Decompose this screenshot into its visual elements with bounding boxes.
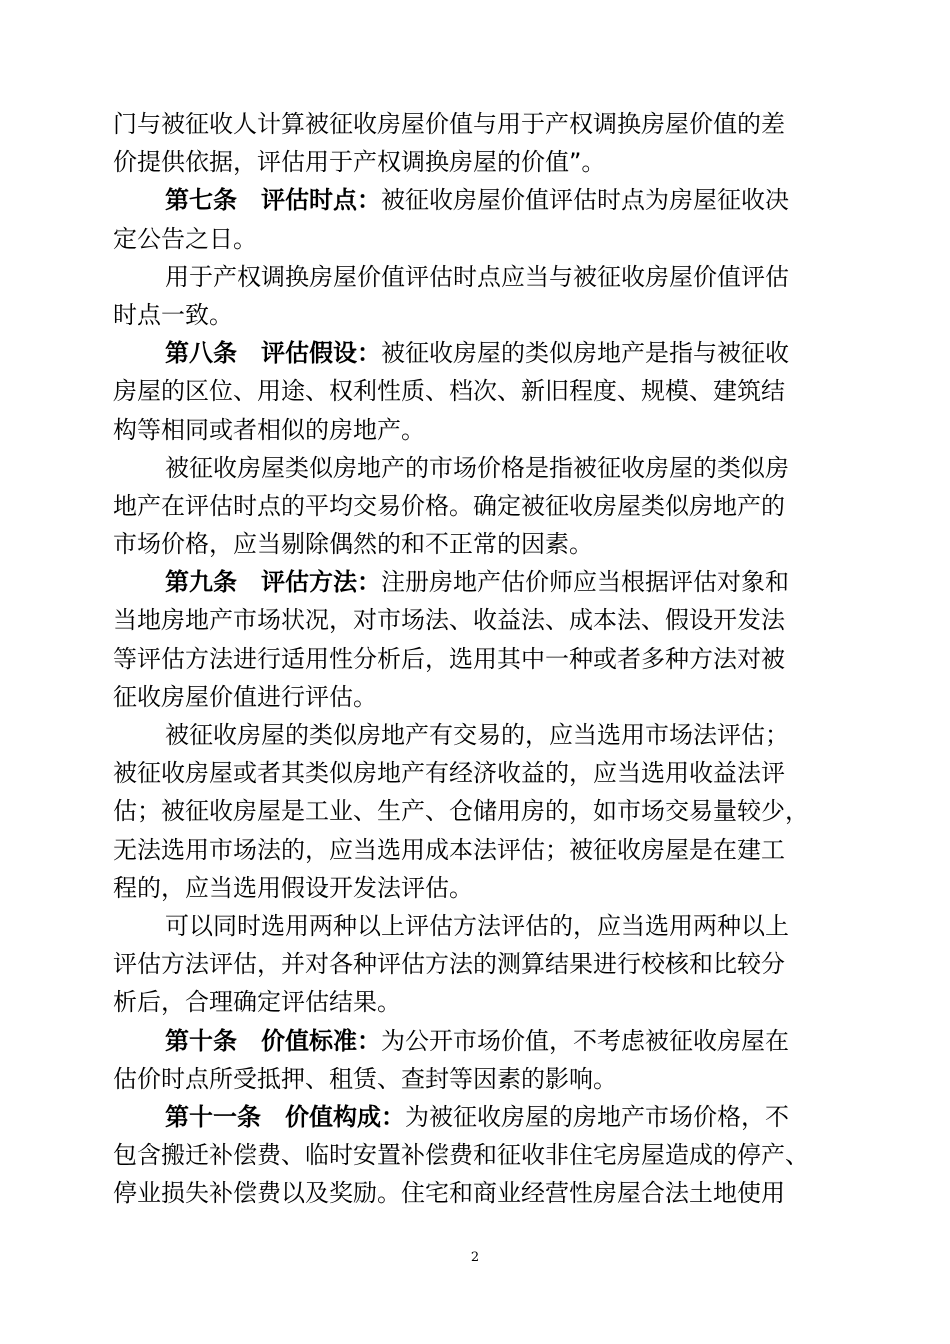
article-heading: 第七条 评估时点：	[165, 186, 381, 215]
body-text	[113, 105, 843, 1212]
text-line: 门与被征收人计算被征收房屋价值与用于产权调换房屋价值的差	[113, 110, 785, 138]
text-line: 用于产权调换房屋价值评估时点应当与被征收房屋价值评估	[165, 262, 789, 291]
text-line: 被征收房屋的类似房地产有交易的，应当选用市场法评估；	[165, 721, 789, 749]
text-line: 程的，应当选用假设开发法评估。	[113, 873, 473, 902]
text-line: 当地房地产市场状况，对市场法、收益法、成本法、假设开发法	[113, 606, 785, 635]
text-line: 无法选用市场法的，应当选用成本法评估；被征收房屋是在建工	[113, 835, 785, 864]
text-line: 被征收房屋类似房地产的市场价格是指被征收房屋的类似房	[165, 453, 789, 482]
text-line: 时点一致。	[113, 300, 233, 329]
article-9-heading-line: 第九条 评估方法：注册房地产估价师应当根据评估对象和	[165, 568, 789, 597]
text-line: 估；被征收房屋是工业、生产、仓储用房的，如市场交易量较少，	[113, 797, 809, 826]
article-heading: 第十条 价值标准：	[165, 1026, 381, 1055]
text-line: 被征收房屋或者其类似房地产有经济收益的，应当选用收益法评	[113, 759, 785, 788]
text-line: 估价时点所受抵押、租赁、查封等因素的影响。	[113, 1064, 617, 1093]
article-8-heading-line: 第八条 评估假设：被征收房屋的类似房地产是指与被征收	[165, 339, 789, 368]
text-line: 构等相同或者相似的房地产。	[113, 415, 425, 444]
article-7-heading-line: 第七条 评估时点：被征收房屋价值评估时点为房屋征收决	[165, 186, 789, 215]
text-line: 地产在评估时点的平均交易价格。确定被征收房屋类似房地产的	[113, 491, 785, 520]
text-line: 房屋的区位、用途、权利性质、档次、新旧程度、规模、建筑结	[113, 377, 785, 406]
page-number: 2	[470, 1250, 480, 1265]
text-line: 评估方法评估，并对各种评估方法的测算结果进行校核和比较分	[113, 950, 785, 979]
text-line: 包含搬迁补偿费、临时安置补偿费和征收非住宅房屋造成的停产、	[113, 1141, 809, 1170]
text-line: 可以同时选用两种以上评估方法评估的，应当选用两种以上	[165, 911, 789, 940]
text-line: 停业损失补偿费以及奖励。住宅和商业经营性房屋合法土地使用	[113, 1179, 785, 1208]
article-10-heading-line: 第十条 价值标准：为公开市场价值，不考虑被征收房屋在	[165, 1026, 789, 1055]
text-line: 析后，合理确定评估结果。	[113, 988, 401, 1017]
text-line: 等评估方法进行适用性分析后，选用其中一种或者多种方法对被	[113, 644, 785, 673]
article-heading: 第十一条 价值构成：	[165, 1102, 405, 1131]
text-line: 定公告之日。	[113, 224, 257, 253]
text-line: 市场价格，应当剔除偶然的和不正常的因素。	[113, 530, 593, 559]
article-heading: 第九条 评估方法：	[165, 568, 381, 597]
article-11-heading-line: 第十一条 价值构成：为被征收房屋的房地产市场价格，不	[165, 1102, 789, 1131]
text-line: 征收房屋价值进行评估。	[113, 682, 377, 711]
text-line: 价提供依据，评估用于产权调换房屋的价值”。	[113, 148, 606, 177]
article-heading: 第八条 评估假设：	[165, 339, 381, 368]
